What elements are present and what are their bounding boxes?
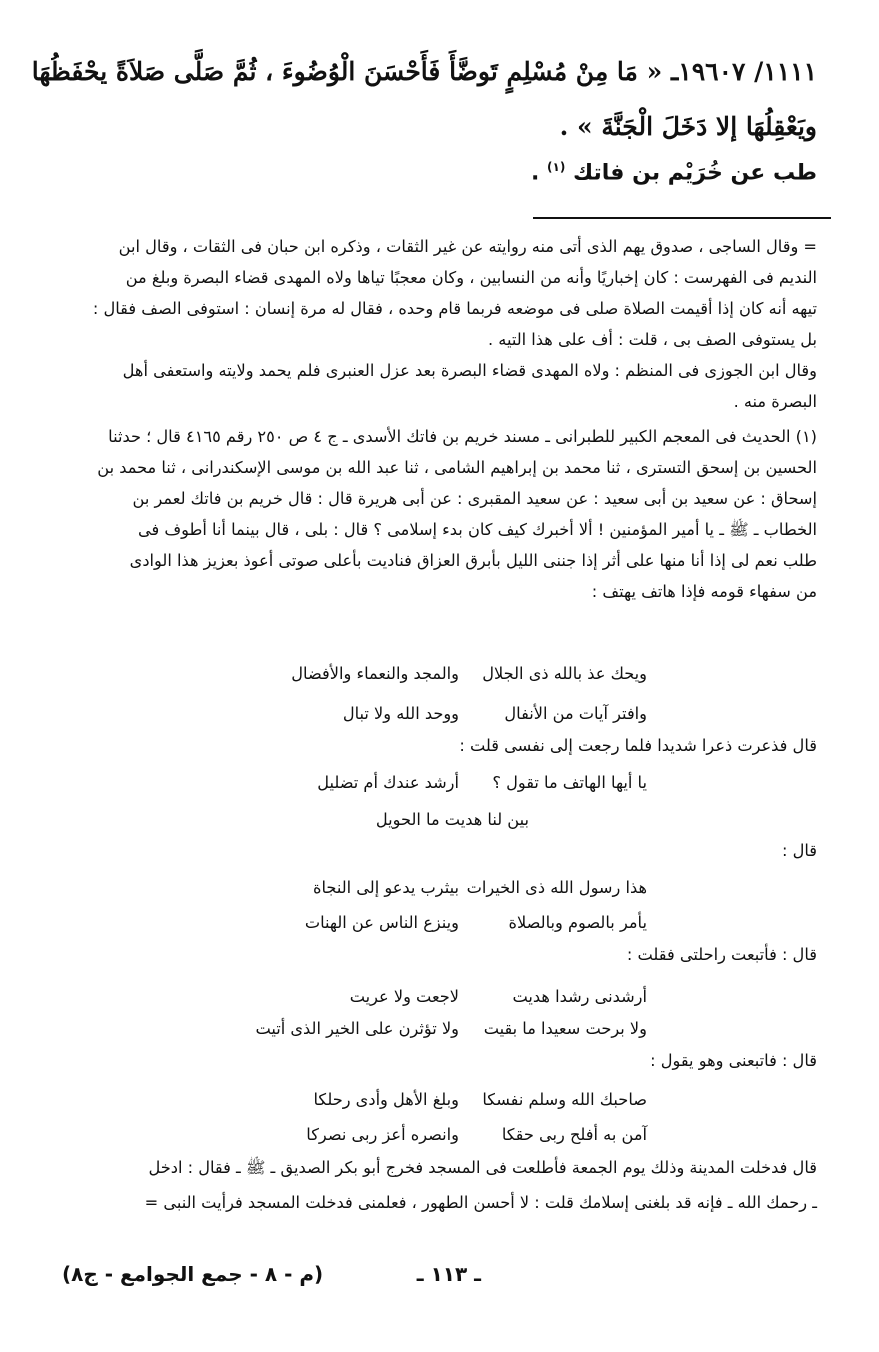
footnote-separator <box>533 217 831 219</box>
signature-mark: (م - ٨ - جمع الجوامع - ج٨) <box>62 1262 324 1286</box>
verse-hemistich: لاجعت ولا عريت <box>349 987 459 1006</box>
note-line: = وقال الساجى ، صدوق يهم الذى أتى منه روايته عن غير الثقات ، وذكره ابن حبان فى الثقات ، وقال ابن <box>118 237 817 256</box>
verse-hemistich: وافتر آيات من الأنفال <box>504 704 647 723</box>
verse-hemistich: آمن به أفلح ربى حقكا <box>501 1125 647 1144</box>
page-number: ـ ١١٣ ـ <box>416 1262 481 1286</box>
narration-line: قال : فأتبعت راحلتى فقلت : <box>626 945 817 964</box>
verse-hemistich: ولا تؤثرن على الخير الذى أتيت <box>255 1019 459 1038</box>
narration-line: قال : فاتبعنى وهو يقول : <box>650 1051 817 1070</box>
footnote-line: الحسين بن إسحق التسترى ، ثنا محمد بن إبراهيم الشامى ، ثنا عبد الله بن موسى الإسكندرانى ، ثنا محمد بن <box>97 458 817 477</box>
verse-hemistich: أرشد عندك أم تضليل <box>317 773 459 792</box>
verse-hemistich: ويحك عذ بالله ذى الجلال <box>482 664 647 683</box>
verse-hemistich: أرشدنى رشدا هديت <box>512 987 647 1006</box>
narration-line: قال فذعرت ذعرا شديدا فلما رجعت إلى نفسى قلت : <box>459 736 817 755</box>
note-line: تيهه أنه كان إذا أقيمت الصلاة صلى فى موضعه فربما قام وحده ، فقال له مرة إنسان : استوفى الصف فقال : <box>92 299 817 318</box>
verse-single: بين لنا هديت ما الحويل <box>375 810 529 829</box>
verse-hemistich: ولا برحت سعيدا ما بقيت <box>483 1019 647 1038</box>
footnote-ref: (١) <box>547 160 566 174</box>
verse-hemistich: ووحد الله ولا تبال <box>342 704 459 723</box>
verse-hemistich: هذا رسول الله ذى الخيرات <box>466 878 647 897</box>
footnote-line: قال فدخلت المدينة وذلك يوم الجمعة فأطلعت فى المسجد فخرج أبو بكر الصديق ـ ﷺ ـ فقال : ادخل <box>148 1158 817 1177</box>
narration-line: قال : <box>781 841 817 860</box>
verse-hemistich: والمجد والنعماء والأفضال <box>291 664 459 683</box>
hadith-source-end: . <box>531 160 548 186</box>
verse-hemistich: بيثرب يدعو إلى النجاة <box>312 878 459 897</box>
hadith-line-1: ١١١١/ ١٩٦٠٧ـ « مَا مِنْ مُسْلِمٍ تَوضَّأَ فَأَحْسَنَ الْوُضُوءَ ، ثُمَّ صَلَّى صَلاَةً يحْفَظُهَا <box>31 57 817 86</box>
footnote-line: الخطاب ـ ﷺ ـ يا أمير المؤمنين ! ألا أخبرك كيف كان بدء إسلامى ؟ قال : بلى ، قال بينما أنا أطوف فى <box>137 520 817 539</box>
verse-hemistich: وانصره أعز ربى نصركا <box>306 1125 459 1144</box>
hadith-source-text: طب عن خُرَيْم بن فاتك <box>573 160 817 186</box>
verse-hemistich: وبلغ الأهل وأدى رحلكا <box>313 1090 459 1109</box>
footnote-line: ـ رحمك الله ـ فإنه قد بلغنى إسلامك قلت : لا أحسن الطهور ، فعلمنى فدخلت المسجد فرأيت النبى = <box>144 1193 817 1212</box>
verse-hemistich: وينزع الناس عن الهنات <box>304 913 459 932</box>
hadith-line-2: ويَعْقِلُهَا إلا دَخَلَ الْجَنَّةَ » . <box>559 112 817 141</box>
hadith-source <box>531 160 817 185</box>
note-line: وقال ابن الجوزى فى المنظم : ولاه المهدى قضاء البصرة بعد عزل العنبرى فلم يحمد ولايته واستعفى أهل <box>122 361 817 380</box>
note-line: النديم فى الفهرست : كان إخباريًا وأنه من النسابين ، وكان معجبًا تياها ولاه المهدى قضاء البصرة وبلغ من <box>125 268 817 287</box>
footnote-line: إسحاق : عن سعيد بن أبى سعيد : عن سعيد المقبرى : عن أبى هريرة قال : قال خريم بن فاتك لعمر بن <box>132 489 817 508</box>
note-line: بل يستوفى الصف بى ، قلت : أف على هذا التيه . <box>487 330 817 349</box>
note-line: البصرة منه . <box>733 392 817 411</box>
footnote-line: طلب نعم لى إذا أنا منها على أثر إذا جننى الليل بأبرق العزاق فناديت بأعلى صوتى أعوذ بعزيز هذا الوادى <box>129 551 817 570</box>
footnote-line: من سفهاء قومه فإذا هاتف يهتف : <box>591 582 817 601</box>
footnote-line: (١) الحديث فى المعجم الكبير للطبرانى ـ مسند خريم بن فاتك الأسدى ـ ج ٤ ص ٢٥٠ رقم ٤١٦٥ قال ؛ حدثنا <box>108 427 817 446</box>
verse-hemistich: يأمر بالصوم وبالصلاة <box>508 913 647 932</box>
verse-hemistich: صاحبك الله وسلم نفسكا <box>482 1090 647 1109</box>
verse-hemistich: يا أيها الهاتف ما تقول ؟ <box>492 773 647 792</box>
